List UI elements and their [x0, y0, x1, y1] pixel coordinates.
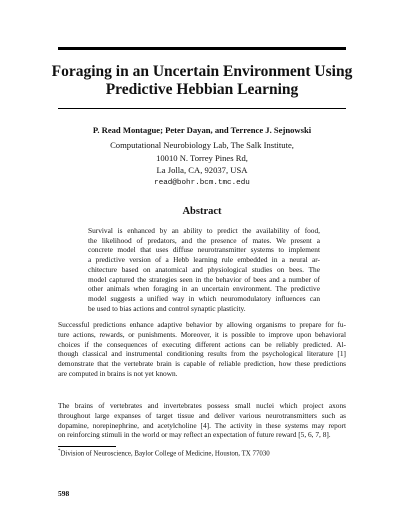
body-paragraph-1 — [58, 320, 346, 379]
body-line: on reinforcing stimuli in the world or may reflect an expectation of future reward [5, 6, 7, 8]. — [58, 430, 331, 440]
body-line: dopamine, norepinephrine, and acetylcholine [4]. The activity in these systems may report — [58, 420, 346, 430]
body-paragraph-2 — [58, 401, 346, 440]
abstract-line: the likelihood of predators, and the presence of mates. We present a — [88, 235, 320, 245]
title-bottom-rule — [58, 108, 346, 109]
affiliation-line-1: Computational Neurobiology Lab, The Salk Institute, — [110, 140, 294, 150]
paper-title — [40, 63, 364, 99]
page-number: 598 — [58, 489, 70, 498]
title-line-1: Foraging in an Uncertain Environment Using — [51, 63, 353, 80]
affiliation-block — [40, 139, 364, 189]
abstract-line: concrete model that uses diffuse neurotransmitter systems to implement — [88, 245, 320, 255]
author-email: read@bohr.bcm.tmc.edu — [154, 178, 250, 187]
author-list: P. Read Montague; Peter Dayan, and Terrence J. Sejnowski — [92, 125, 312, 135]
title-line-2: Predictive Hebbian Learning — [105, 81, 299, 98]
abstract-line: a predictive version of a Hebb learning rule embedded in a neural ar- — [88, 255, 320, 265]
body-line: are computed in brains is not yet known. — [58, 368, 178, 378]
footnote-marker: * — [58, 449, 61, 454]
footnote-text: Division of Neuroscience, Baylor College of Medicine, Houston, TX 77030 — [60, 450, 270, 458]
body-line: choices if the consequences of executing different actions can be reliably predicted. Al- — [58, 339, 346, 349]
body-line: throughout large expanses of target tissue and deliver various neurotransmitters such as — [58, 410, 346, 420]
abstract-line: model suggests a unified way in which neuromodulatory influences can — [88, 293, 320, 303]
footnote — [58, 449, 270, 457]
abstract-heading: Abstract — [182, 206, 222, 217]
abstract-line: Survival is enhanced by an ability to predict the availability of food, — [88, 226, 320, 235]
abstract-line: be used to bias actions and control synaptic plasticity. — [88, 303, 246, 313]
title-top-rule — [58, 47, 346, 50]
body-line: ture actions, rewards, or punishments. Moreover, it is possible to improve upon behavioral — [58, 329, 346, 339]
abstract-line: other animals when foraging in an uncertain environment. The predictive — [88, 284, 320, 294]
abstract-line: model captured the strategies seen in the behavior of bees and a number of — [88, 274, 320, 284]
footnote-rule — [58, 446, 116, 447]
body-line: demonstrate that the vertebrate brain is capable of reliable prediction, how these predictions — [58, 359, 346, 369]
abstract-line: chitecture based on anatomical and physiological studies on bees. The — [88, 264, 320, 274]
affiliation-line-3: La Jolla, CA, 92037, USA — [156, 165, 248, 175]
body-line: The brains of vertebrates and invertebrates possess small nuclei which project axons — [58, 401, 346, 410]
affiliation-line-2: 10010 N. Torrey Pines Rd, — [156, 152, 248, 163]
body-line: though classical and instrumental conditioning results from the psychological literature [1] — [58, 349, 346, 359]
body-line: Successful predictions enhance adaptive behavior by allowing organisms to prepare for fu- — [58, 320, 346, 329]
abstract-text — [88, 226, 320, 313]
